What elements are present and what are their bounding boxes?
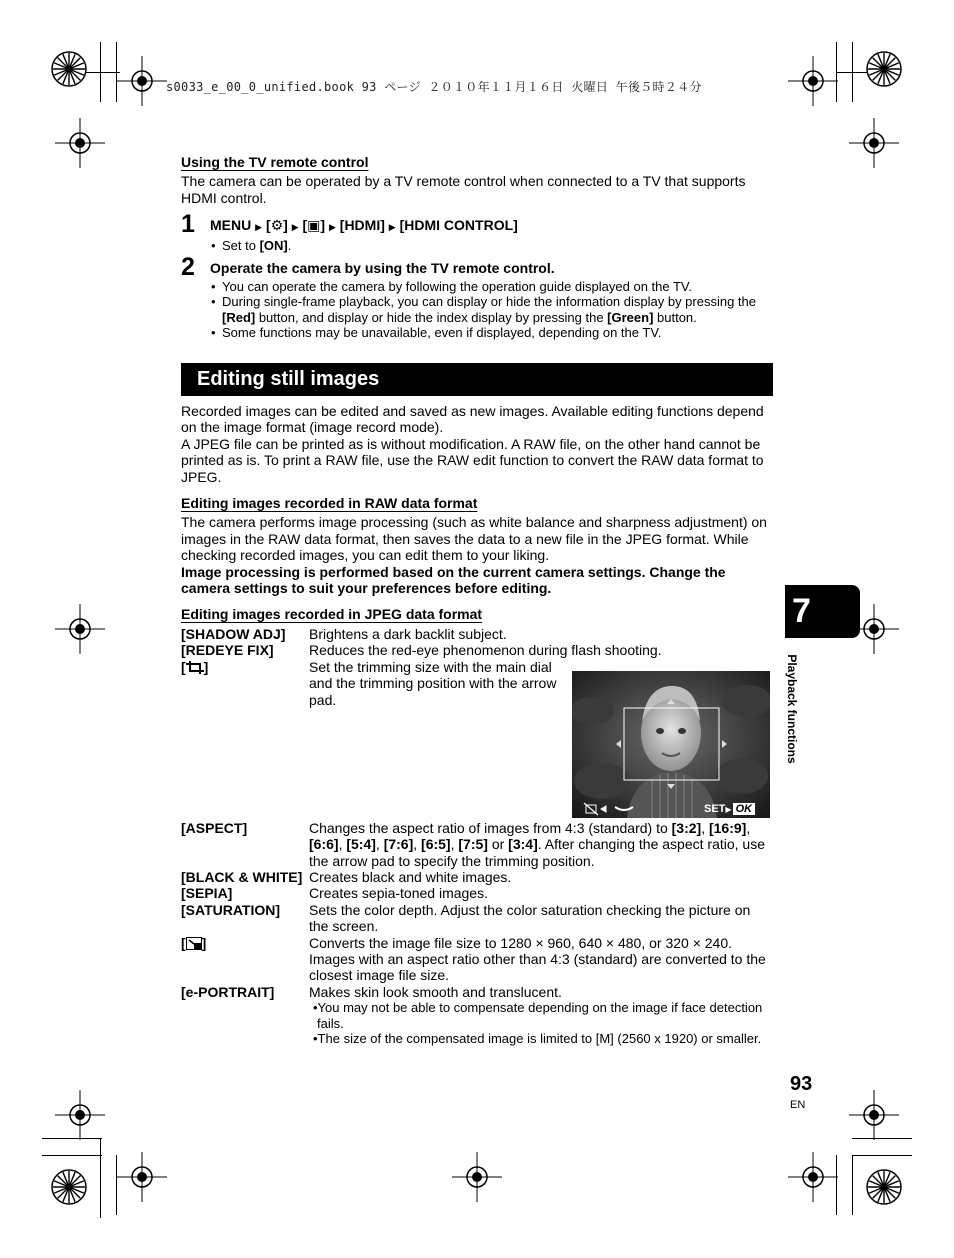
function-desc: Creates sepia-toned images. <box>309 885 488 902</box>
ratio: [6:5] <box>421 836 451 853</box>
bullet-text: button. <box>653 309 697 325</box>
bullet-text: During single-frame playback, you can display or hide the information display by pressing the <box>222 294 757 310</box>
bullet-text: Set to <box>222 237 260 253</box>
step-number: 1 <box>181 210 195 239</box>
step-1-menu-path <box>210 217 773 235</box>
jpeg-heading: Editing images recorded in JPEG data format <box>181 606 483 623</box>
set-label: SET <box>704 803 726 815</box>
function-key: [REDEYE FIX] <box>181 642 274 659</box>
step-2-title: Operate the camera by using the TV remote control. <box>210 260 555 277</box>
tv-remote-heading: Using the TV remote control <box>181 154 369 170</box>
function-desc: Sets the color depth. Adjust the color saturation checking the picture on the screen. <box>309 901 751 935</box>
eportrait-note: •You may not be able to compensate depending on the image if face detection fails. <box>313 1000 763 1031</box>
aspect-text: Changes the aspect ratio of images from 4:3 (standard) to <box>309 819 672 836</box>
arrow-right-icon: ▶ <box>388 222 396 233</box>
crosshair-icon <box>788 1152 838 1202</box>
hdmi-control-label: [HDMI CONTROL] <box>399 217 518 234</box>
editing-intro: Recorded images can be edited and saved as new images. Available editing functions depend on the image format (image record mode). <box>181 403 764 436</box>
trim-icon <box>186 661 204 674</box>
step-1-bullet <box>210 238 773 254</box>
function-key: [SATURATION] <box>181 901 281 918</box>
ratio: [6:6] <box>309 836 339 853</box>
bullet-bold: [ON] <box>259 237 288 253</box>
eportrait-note: •The size of the compensated image is limited to [M] (2560 x 1920) or smaller. <box>313 1031 762 1047</box>
crop-line <box>852 1155 853 1215</box>
crop-line <box>852 1155 912 1156</box>
trim-desc: Set the trimming size with the main dial and the trimming position with the arrow pad. <box>309 658 557 708</box>
bullet-text: button, and display or hide the index display by pressing the <box>255 309 608 325</box>
step-2-bullet: • Some functions may be unavailable, even if displayed, depending on the TV. <box>210 325 773 341</box>
custom-menu-icon: [⚙] <box>265 217 288 234</box>
trimming-screen-photo <box>572 671 770 818</box>
bracket: ] <box>203 658 209 675</box>
arrow-right-icon: ▶ <box>291 222 299 233</box>
table-row <box>181 935 773 984</box>
ok-label: OK <box>733 803 756 815</box>
registration-rosette <box>50 50 88 88</box>
red-button-label: [Red] <box>222 309 256 325</box>
section-title: Editing still images <box>181 363 773 396</box>
chapter-label: Playback functions <box>785 654 799 764</box>
editing-intro: A JPEG file can be printed as is without modification. A RAW file, on the other hand cannot be printed as is. To print a RAW file, use the RAW edit function to convert the RAW data format to JPEG. <box>181 435 764 485</box>
table-row <box>181 902 773 935</box>
crop-line <box>852 42 853 102</box>
table-row <box>181 626 773 642</box>
function-key: [ASPECT] <box>181 819 248 836</box>
ratio: [5:4] <box>346 836 376 853</box>
crosshair-icon <box>117 56 167 106</box>
function-key: [e-PORTRAIT] <box>181 983 275 1000</box>
menu-label: MENU <box>210 217 252 234</box>
ratio: [7:6] <box>383 836 414 853</box>
eportrait-desc: Makes skin look smooth and translucent. <box>309 983 562 1000</box>
step-2 <box>181 253 773 282</box>
crosshair-icon <box>788 56 838 106</box>
step-number: 2 <box>181 253 195 282</box>
display-menu-icon: [▣] <box>302 217 326 234</box>
function-key <box>181 935 309 984</box>
registration-rosette <box>865 1168 903 1206</box>
function-desc: Changes the aspect ratio of images from 4:3 (standard) to [3:2], [16:9], [6:6], [5:4], [7:6], [6:5], [7:5] or [3:4]. After changing the aspect ratio, use the arrow pad to specify the trimming position. <box>309 819 765 869</box>
bracket: [ <box>181 658 186 675</box>
function-key: [BLACK & WHITE] <box>181 868 303 885</box>
arrow-right-icon: ▶ <box>255 222 263 233</box>
crosshair-icon <box>117 1152 167 1202</box>
function-desc: Brightens a dark backlit subject. <box>309 625 507 642</box>
raw-heading: Editing images recorded in RAW data format <box>181 495 478 512</box>
arrow-right-icon: ▶ <box>725 805 732 814</box>
crop-line <box>42 1155 102 1156</box>
raw-bold-note: Image processing is performed based on the current camera settings. Change the camera settings to suit your preferences before editing. <box>181 563 726 597</box>
step-2-bullet: • You can operate the camera by following the operation guide displayed on the TV. <box>210 279 773 295</box>
table-row <box>181 984 773 1047</box>
chapter-number: 7 <box>792 592 811 630</box>
raw-body: The camera performs image processing (such as white balance and sharpness adjustment) on images in the RAW data format, then saves the data to a new file in the JPEG format. While checking recorded images, you can edit them to your liking. <box>181 514 767 564</box>
registration-rosette <box>865 50 903 88</box>
resize-icon <box>186 937 202 950</box>
crosshair-icon <box>849 118 899 168</box>
crosshair-icon <box>452 1152 502 1202</box>
crop-line <box>100 42 101 102</box>
function-desc: Creates black and white images. <box>309 868 512 885</box>
function-desc: Converts the image file size to 1280 × 960, 640 × 480, or 320 × 240. Images with an aspect ratio other than 4:3 (standard) are converted to the closest image file size. <box>309 934 766 984</box>
function-desc <box>309 984 773 1047</box>
page-language: EN <box>790 1099 806 1111</box>
ratio: [16:9] <box>708 819 747 836</box>
function-key: [SHADOW ADJ] <box>181 625 286 642</box>
crosshair-icon <box>55 604 105 654</box>
child-photo-illustration <box>572 671 770 818</box>
function-key <box>181 659 309 820</box>
arrow-right-icon: ▶ <box>328 222 336 233</box>
page-number: 93 <box>790 1073 813 1095</box>
step-2-bullet <box>210 294 773 325</box>
aspect-text: . After changing the aspect ratio, use the arrow pad to specify the trimming position. <box>309 836 765 869</box>
registration-rosette <box>50 1168 88 1206</box>
function-desc: Reduces the red-eye phenomenon during flash shooting. <box>309 642 662 659</box>
ratio: [3:2] <box>671 819 702 836</box>
function-key: [SEPIA] <box>181 885 233 902</box>
page-content <box>181 154 773 1047</box>
set-ok-indicator <box>704 803 755 815</box>
bullet-text: . <box>287 237 292 253</box>
crosshair-icon <box>849 1090 899 1140</box>
hdmi-label: [HDMI] <box>339 217 385 234</box>
crop-line <box>100 1138 101 1218</box>
table-row <box>181 869 773 885</box>
bracket: [ <box>181 934 186 951</box>
tv-remote-intro: The camera can be operated by a TV remote control when connected to a TV that supports HDMI control. <box>181 173 746 206</box>
table-row <box>181 885 773 901</box>
ratio: [7:5] <box>458 836 488 853</box>
crosshair-icon <box>55 1090 105 1140</box>
book-header-line: s0033_e_00_0_unified.book 93 ページ ２０１０年１１月１６日 火曜日 午後５時２４分 <box>166 80 702 94</box>
ratio: [3:4] <box>508 836 538 853</box>
table-row <box>181 820 773 869</box>
aspect-text: or <box>487 836 509 853</box>
bracket: ] <box>201 934 207 951</box>
green-button-label: [Green] <box>607 309 654 325</box>
crosshair-icon <box>55 118 105 168</box>
table-row <box>181 642 773 658</box>
step-1 <box>181 210 773 239</box>
